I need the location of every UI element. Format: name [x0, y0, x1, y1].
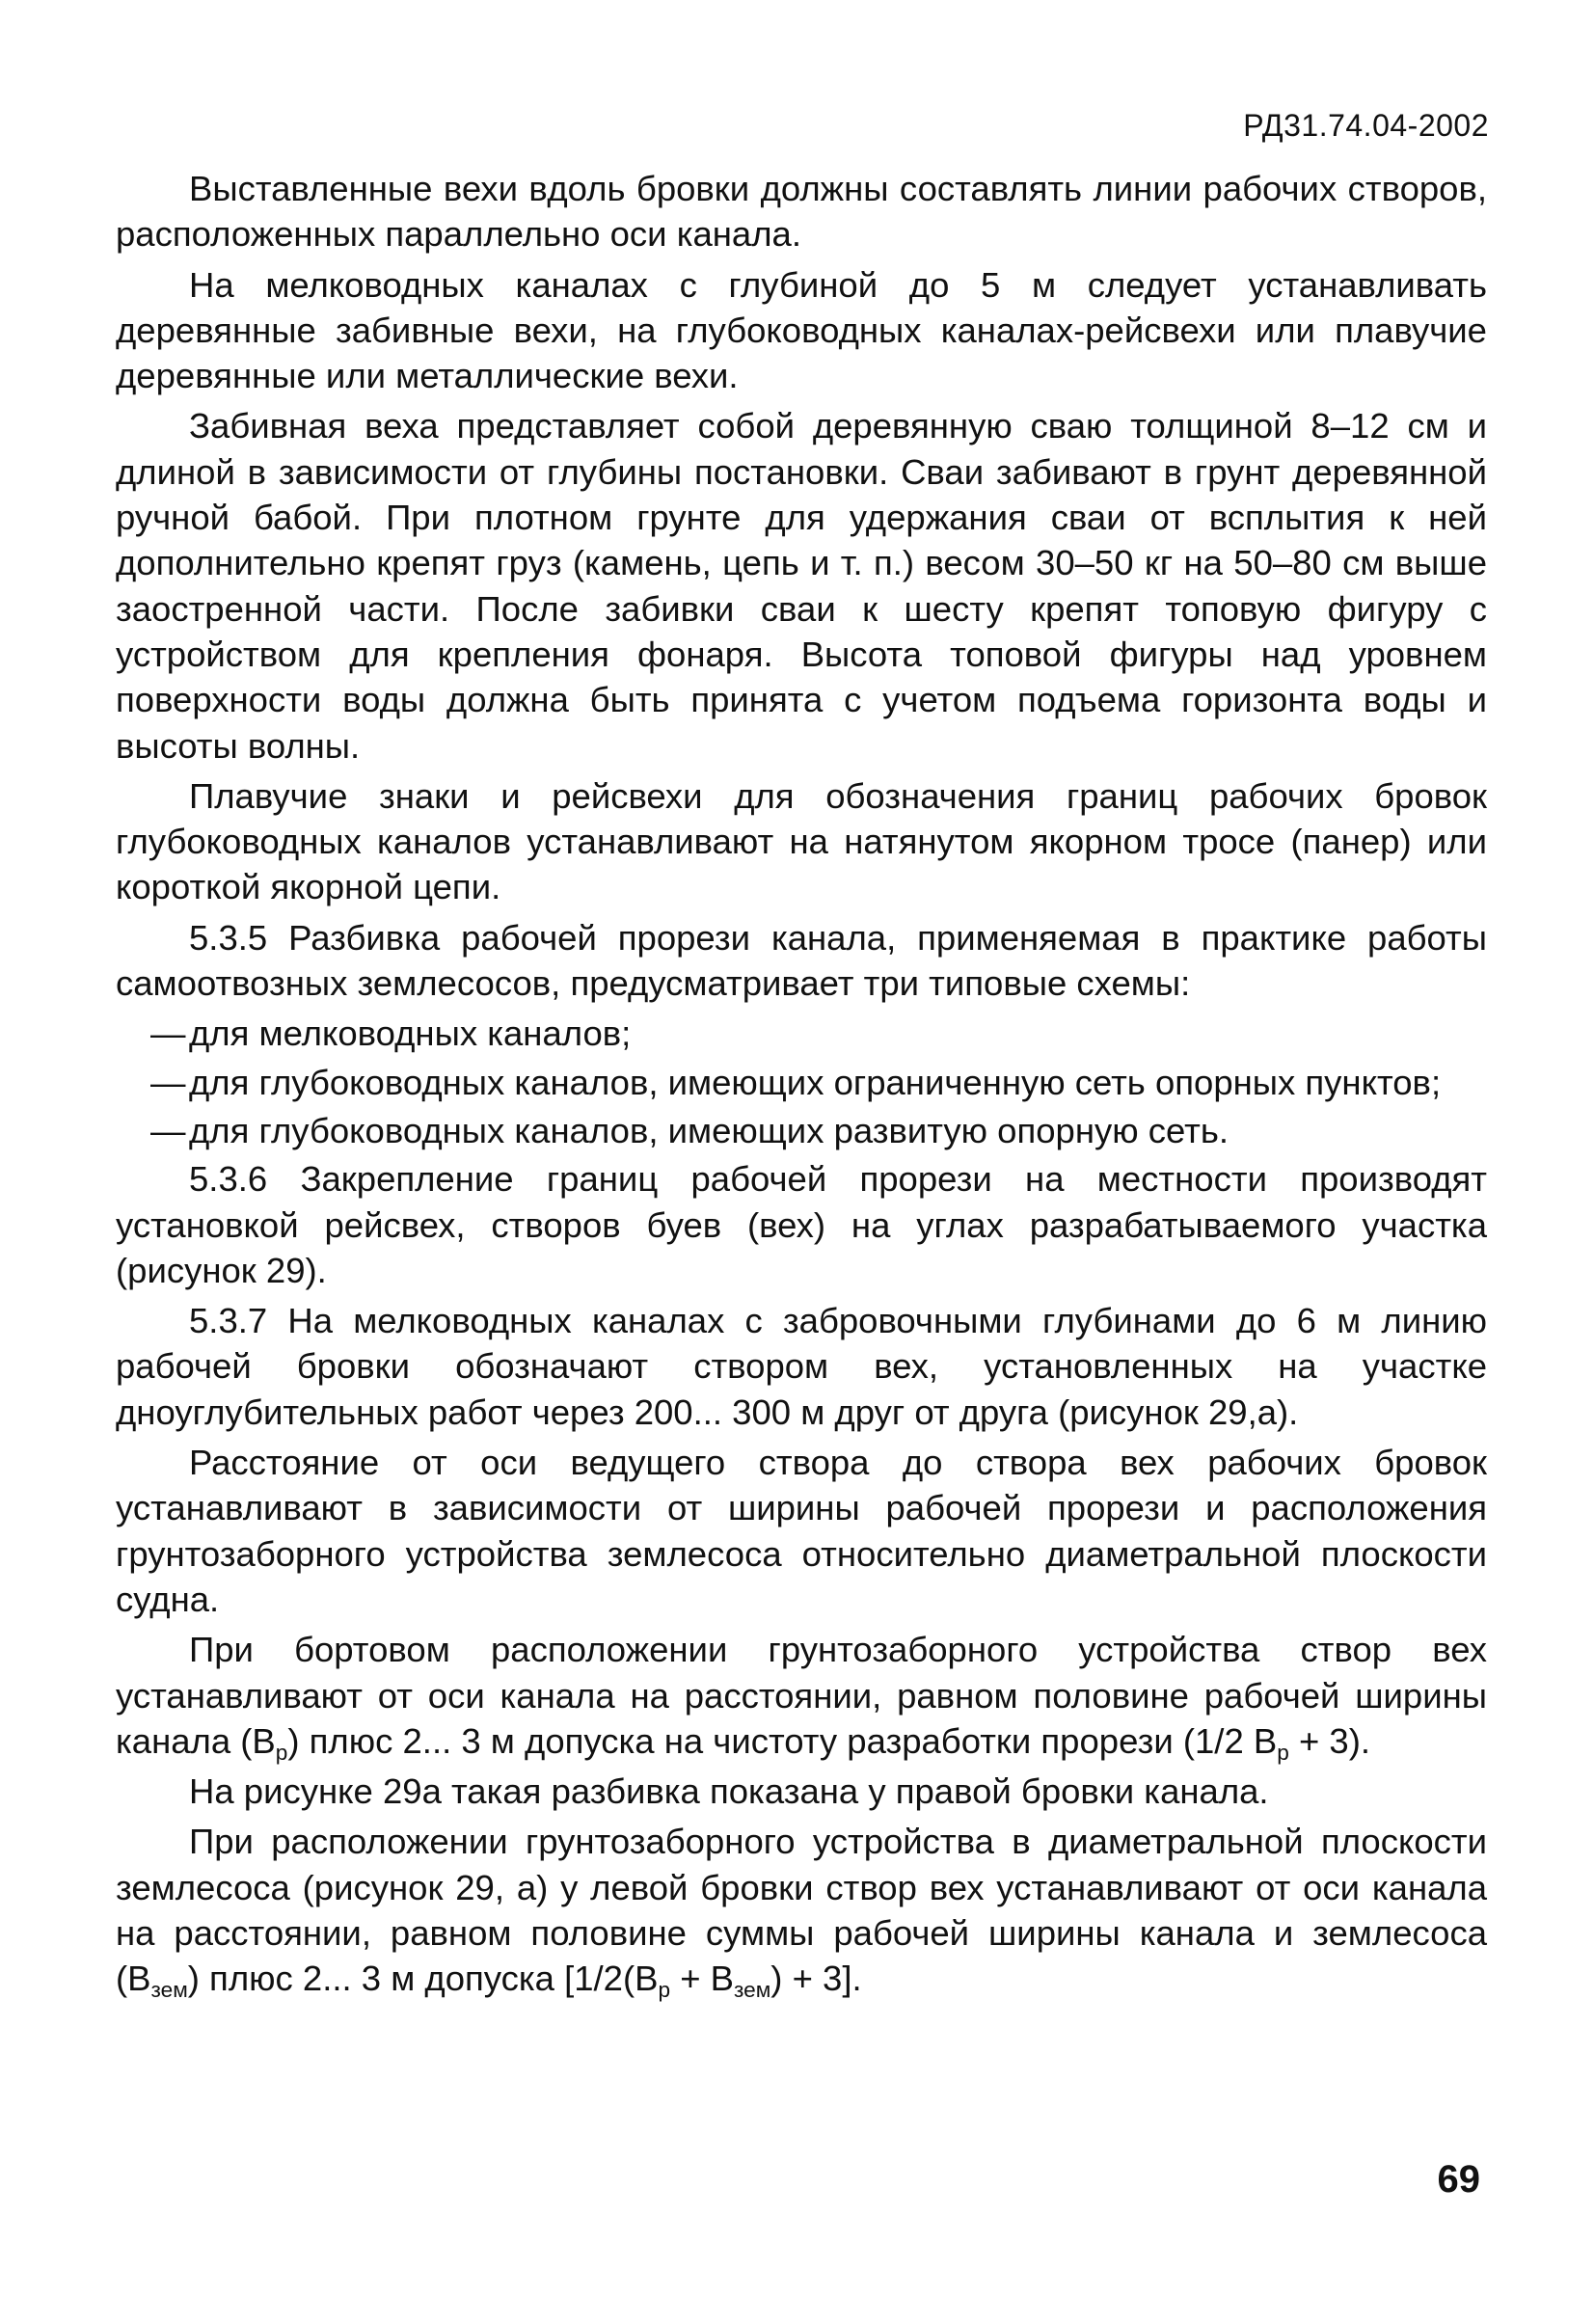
paragraph-bort: При бортовом расположении грунтозаборного устройства створ вех устанавливают от оси канала на расстоянии, равном половине рабочей ширины канала $(В_р)$ плюс 2... 3 м допуска на чистоту разработки прорези (1/2 $В_р + 3$).	[116, 1630, 1487, 1766]
paragraph: Выставленные вехи вдоль бровки должны составлять линии рабочих створов, расположенных параллельно оси канала.	[116, 169, 1487, 255]
body-text	[116, 166, 1487, 2007]
list-item-text: для глубоководных каналов, имеющих ограниченную сеть опорных пунктов;	[189, 1062, 1442, 1102]
paragraph: Забивная веха представляет собой деревянную сваю толщиной 8–12 см и длиной в зависимости от глубины постановки. Сваи забивают в грунт деревянной ручной бабой. При плотном грунте для удержания сваи от всплытия к ней дополнительно крепят груз (камень, цепь и т. п.) весом 30–50 кг на 50–80 см выше заостренной части. После забивки сваи к шесту крепят топовую фигуру с устройством для крепления фонаря. Высота топовой фигуры над уровнем поверхности воды должна быть принята с учетом подъема горизонта воды и высоты волны.	[116, 406, 1487, 766]
dash-marker: —	[150, 1110, 186, 1150]
paragraph: Расстояние от оси ведущего створа до створа вех рабочих бровок устанавливают в зависимости от ширины рабочей прорези и расположения грунтозаборного устройства землесоса относительно диаметральной плоскости судна.	[116, 1443, 1487, 1619]
paragraph: На мелководных каналах с глубиной до 5 м следует устанавливать деревянные забивные вехи, на глубоководных каналах-рейсвехи или плавучие деревянные или металлические вехи.	[116, 264, 1487, 396]
dash-marker: —	[150, 1062, 186, 1102]
paragraph-clause-5-3-6: 5.3.6 Закрепление границ рабочей прорези на местности производят установкой рейсвех, створов буев (вех) на углах разрабатываемого участка (рисунок 29).	[116, 1159, 1487, 1290]
document-code: РД31.74.04-2002	[1243, 108, 1489, 143]
paragraph: На рисунке 29а такая разбивка показана у правой бровки канала.	[189, 1771, 1269, 1812]
list-item-text: для мелководных каналов;	[189, 1013, 632, 1054]
dash-marker: —	[150, 1013, 186, 1054]
list-item-text: для глубоководных каналов, имеющих развитую опорную сеть.	[189, 1110, 1229, 1150]
list-item	[116, 1011, 1487, 1056]
list-item	[116, 1060, 1487, 1105]
paragraph: Плавучие знаки и рейсвехи для обозначения границ рабочих бровок глубоководных каналов устанавливают на натянутом якорном тросе (панер) или короткой якорной цепи.	[116, 775, 1487, 907]
page-number: 69	[1437, 2158, 1480, 2201]
paragraph-clause-5-3-7: 5.3.7 На мелководных каналах с забровочными глубинами до 6 м линию рабочей бровки обозначают створом вех, установленных на участке дноуглубительных работ через 200... 300 м друг от друга (рисунок 29,а).	[116, 1301, 1487, 1432]
paragraph-clause-5-3-5: 5.3.5 Разбивка рабочей прорези канала, применяемая в практике работы самоотвозных землесосов, предусматривает три типовые схемы:	[116, 917, 1487, 1004]
paragraph-diam: При расположении грунтозаборного устройства в диаметральной плоскости землесоса (рисунок 29, а) у левой бровки створ вех устанавливают от оси канала на расстоянии, равном половине суммы рабочей ширины канала и землесоса $(В_{зем})$ плюс 2... 3 м допуска $[1/2(В_р + В_{зем}) + 3]$.	[116, 1822, 1487, 2003]
list-item	[116, 1108, 1487, 1153]
